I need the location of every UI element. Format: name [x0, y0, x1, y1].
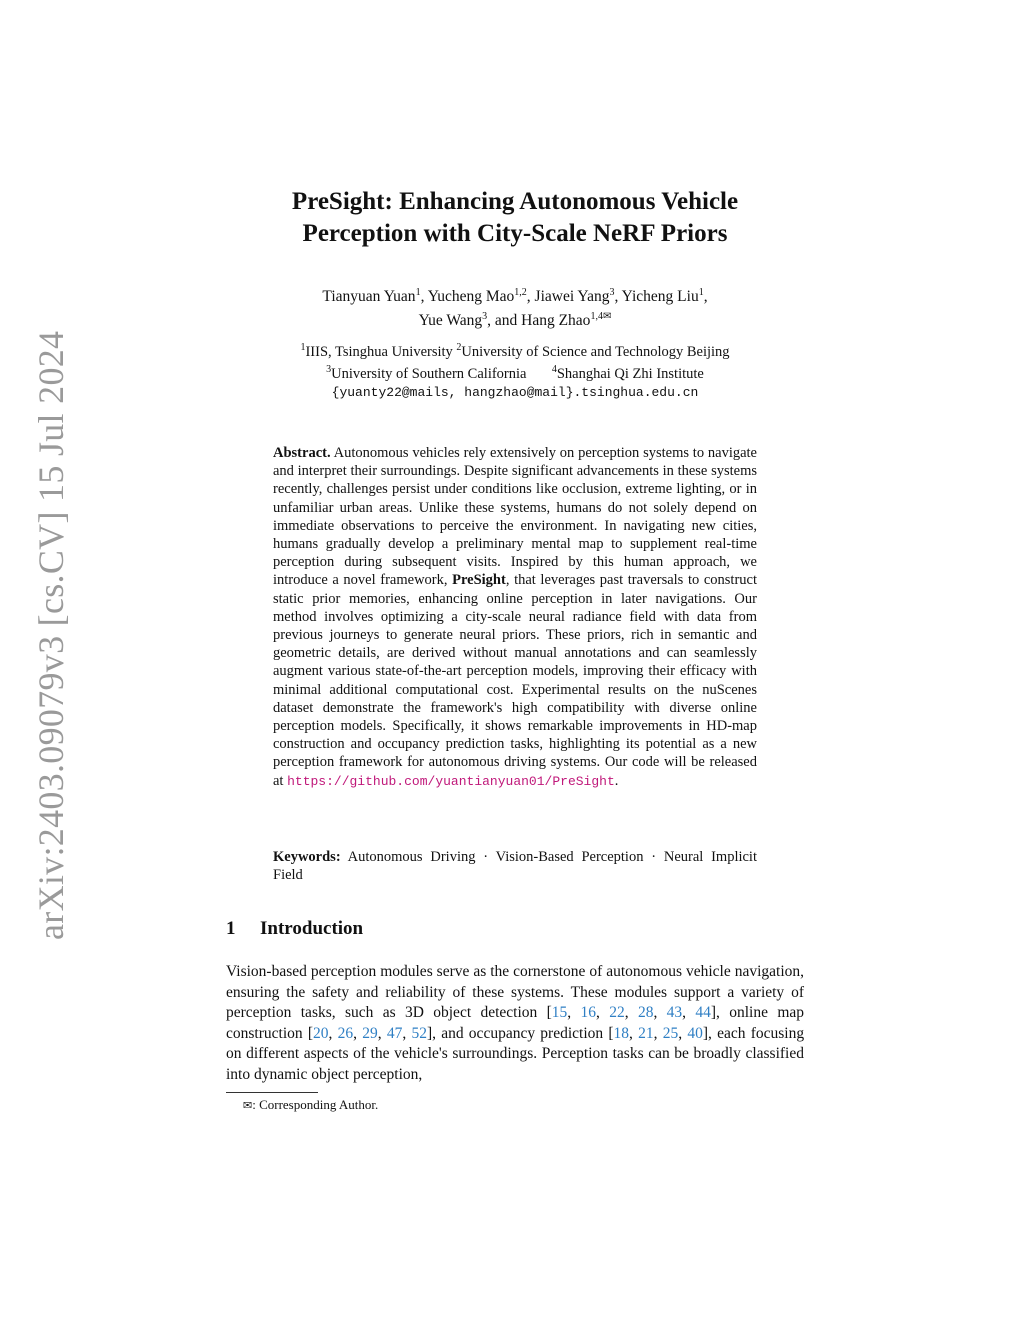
section-number: 1 [226, 918, 236, 939]
section-title: Introduction [260, 918, 364, 939]
affiliation: Shanghai Qi Zhi Institute [556, 365, 704, 382]
keywords-text: Autonomous Driving · Vision-Based Perception · Neural Implicit Field [273, 849, 757, 884]
author-name: Yicheng Liu [621, 288, 699, 306]
author-affiliation-mark: 1,4✉ [590, 311, 612, 323]
author-name: Yue Wang [418, 312, 483, 330]
affiliation-mark: 1 [300, 342, 306, 353]
citation-link[interactable]: 40 [687, 1024, 703, 1042]
paper-title [200, 186, 830, 250]
affiliation: IIIS, Tsinghua University [305, 343, 453, 360]
abstract-text: , that leverages past traversals to construct static prior memories, enhancing online perception in later navigations. Our method involves optimizing a city-scale neural radiance field with data from previous journeys to generate neural priors. These priors, rich in semantic and geometric details, are derived without manual annotations and can seamlessly augment various state-of-the-art perception models, improving their efficacy with minimal additional computational cost. Experimental results on the nuScenes dataset demonstrate the framework's high compatibility with diverse online perception models. Specifically, it shows remarkable improvements in HD-map construction and occupancy prediction tasks, highlighting its potential as a new perception framework for autonomous driving systems. Our code will be released at [273, 572, 757, 789]
envelope-icon: ✉ [243, 1099, 253, 1112]
author-affiliation-mark: 1 [415, 287, 421, 298]
footnote-text: : Corresponding Author. [252, 1097, 379, 1112]
abstract [273, 444, 757, 791]
citation-link[interactable]: 28 [637, 1004, 654, 1022]
citation-link[interactable]: 25 [662, 1024, 679, 1042]
title-line-1: PreSight: Enhancing Autonomous Vehicle [291, 188, 739, 215]
keywords-label: Keywords: [273, 849, 341, 865]
author-affiliation-mark: 1,2 [514, 287, 527, 298]
citation-link[interactable]: 47 [386, 1024, 403, 1042]
abstract-end: . [614, 772, 619, 789]
author-name: Tianyuan Yuan [322, 288, 416, 306]
affiliation-list [220, 339, 810, 402]
arxiv-identifier: arXiv:2403.09079v3 [cs.CV] 15 Jul 2024 [31, 330, 71, 940]
author-affiliation-mark: 3 [482, 311, 488, 323]
citation-link[interactable]: 43 [666, 1004, 683, 1022]
title-line-2: Perception with City-Scale NeRF Priors [302, 220, 728, 247]
footnote [243, 1097, 378, 1114]
author-list: Tianyuan Yuan$^1$, Yucheng Mao$^{1,2}$, Jiawei Yang$^3$, Yicheng Liu$^1$, Yue Wang$^3$, and Hang Zhao$^{1,4✉}$ [322, 287, 708, 330]
keywords [273, 848, 757, 884]
affiliation: University of Southern California [331, 365, 527, 382]
author-name: Jiawei Yang [534, 288, 610, 306]
citation-link[interactable]: 16 [580, 1004, 596, 1022]
citation-link[interactable]: 52 [411, 1024, 427, 1042]
intro-text: Vision-based perception modules serve as the cornerstone of autonomous vehicle navigation, ensuring the safety and reliability of these systems. These modules support a variety of perception tasks, such as 3D object detection [ [226, 963, 804, 1022]
footnote-divider [226, 1092, 318, 1093]
affiliation-mark: 3 [326, 363, 332, 375]
citation-link[interactable]: 44 [695, 1004, 711, 1022]
section-heading [226, 918, 363, 940]
author-name: Yucheng Mao [427, 288, 515, 306]
author-affiliation-mark: 1 [698, 287, 704, 298]
code-repository-link[interactable]: https://github.com/yuantianyuan01/PreSight [287, 773, 615, 789]
author-name: Hang Zhao [521, 312, 591, 330]
abstract-text: Autonomous vehicles rely extensively on perception systems to navigate and interpret their surroundings. Despite significant advancements in these systems recently, challenges persist under conditions like occlusion, extreme lighting, or in unfamiliar urban areas. Unlike these systems, humans do not solely depend on immediate observations to perceive the environment. In navigating new cities, humans gradually develop a preliminary mental map to supplement real-time perception during subsequent visits. Inspired by this human approach, we introduce a novel framework, [273, 445, 757, 589]
framework-name: PreSight [452, 572, 506, 589]
citation-link[interactable]: 15 [551, 1004, 568, 1022]
abstract-label: Abstract. [273, 445, 331, 461]
citation-link[interactable]: 18 [613, 1024, 630, 1042]
introduction-paragraph: Vision-based perception modules serve as the cornerstone of autonomous vehicle navigation, ensuring the safety and reliability of these systems. These modules support a variety of perception tasks, such as 3D object detection [15, 16, 22, 28, 43, 44], online map construction [20, 26, 29, 47, 52], and occupancy prediction [18, 21, 25, 40], each focusing on different aspects of the vehicle's surroundings. Perception tasks can be broadly classified into dynamic object perception, [226, 963, 805, 1083]
citation-link[interactable]: 22 [609, 1004, 625, 1022]
contact-emails: {yuanty22@mails, hangzhao@mail}.tsinghua.edu.cn [331, 384, 699, 400]
affiliation: University of Science and Technology Beijing [461, 343, 730, 360]
citation-link[interactable]: 21 [638, 1024, 654, 1042]
citation-link[interactable]: 26 [337, 1024, 354, 1042]
affiliation-mark: 4 [551, 363, 557, 375]
author-affiliation-mark: 3 [609, 287, 615, 298]
affiliation-mark: 2 [456, 342, 462, 353]
intro-text: ], and occupancy prediction [ [426, 1024, 614, 1042]
citation-link[interactable]: 20 [313, 1024, 329, 1042]
intro-text: ], online map construction [ [226, 1004, 805, 1042]
intro-text: ], each focusing on different aspects of the vehicle's surroundings. Perception tasks can be broadly classified into dynamic object perception, [226, 1024, 805, 1083]
citation-link[interactable]: 29 [362, 1024, 378, 1042]
